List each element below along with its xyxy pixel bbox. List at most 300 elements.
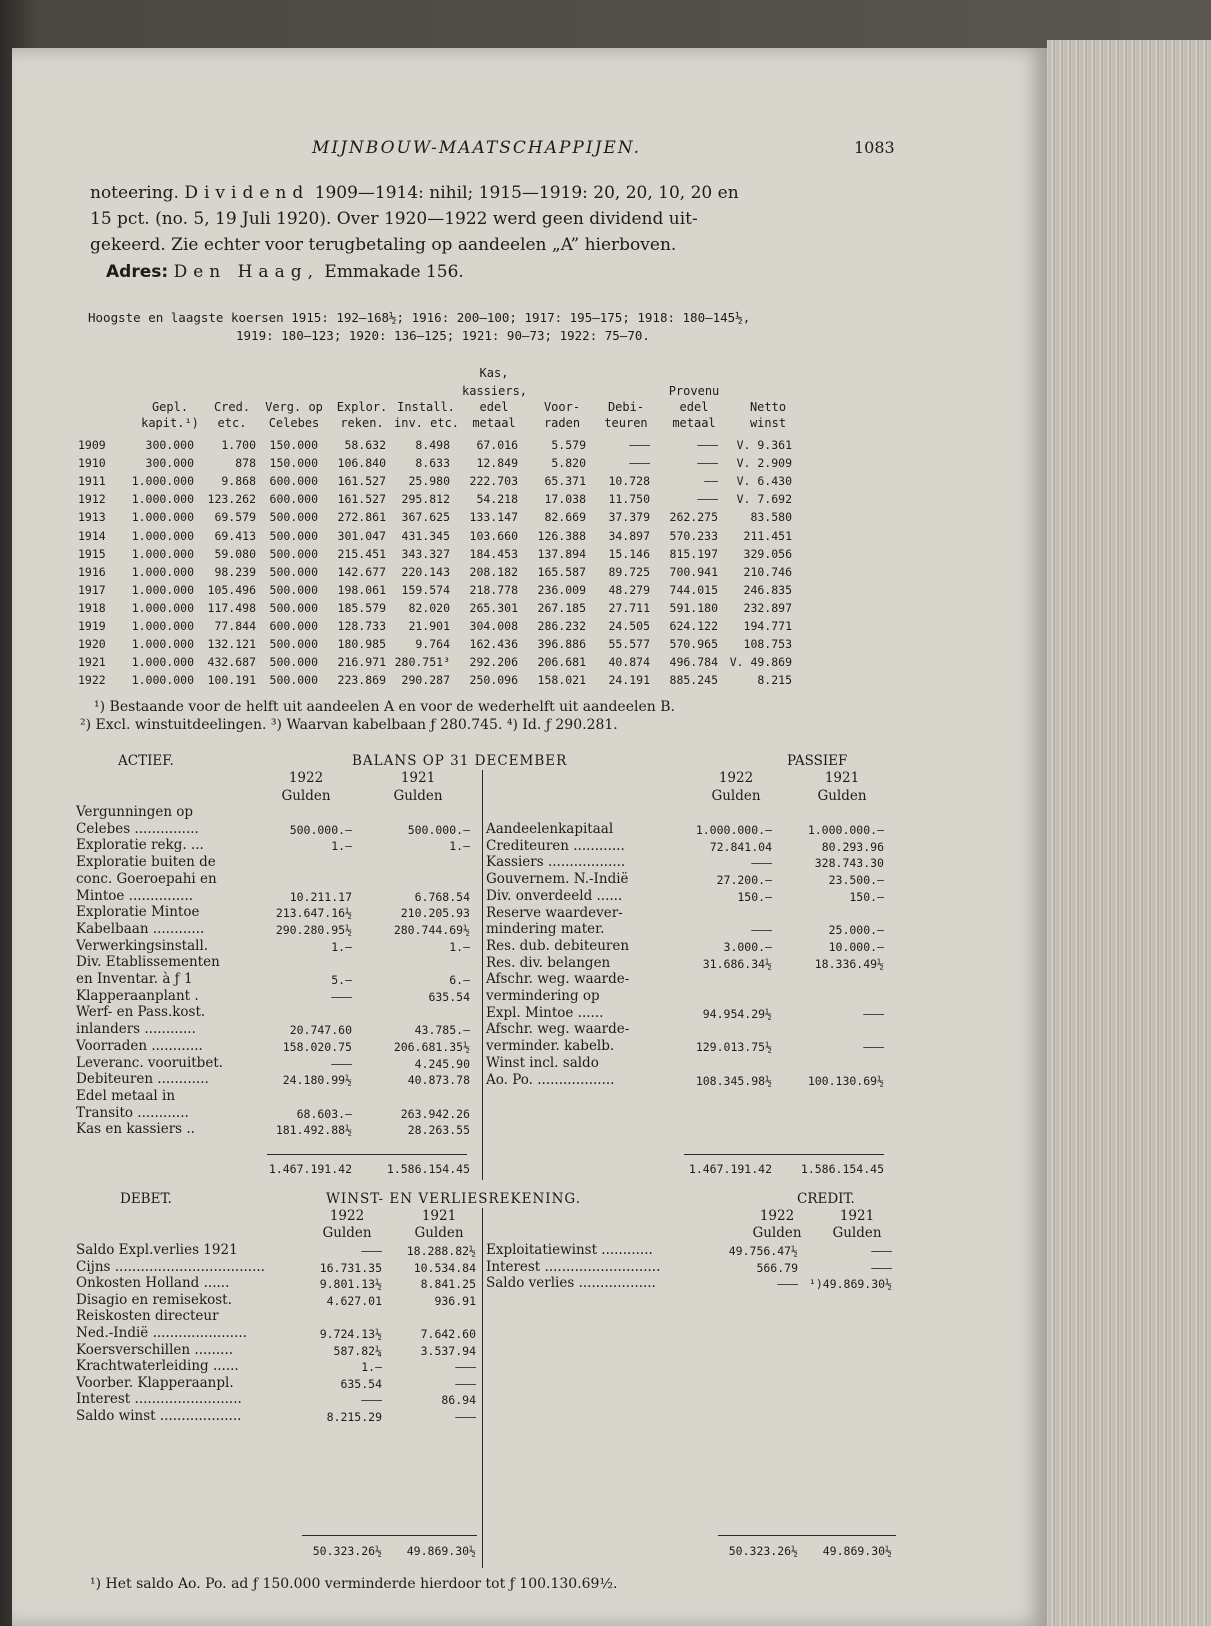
stats-cell: 1.000.000 [131,474,194,489]
balans-actief-label: Exploratie rekg. ... [76,837,204,854]
stats-cell: 236.009 [537,582,586,597]
stats-cell: 1.000.000 [131,564,194,579]
balans-passief-1922: 94.954.29½ [702,1006,772,1021]
wv-debet-1921: ——— [455,1376,476,1391]
stats-year: 1911 [78,474,106,489]
wv-debet-1921: 86.94 [441,1393,476,1408]
stats-header: Cred. [213,400,251,414]
balans-passief-1922: ——— [751,923,772,938]
stats-cell: 1.000.000 [131,619,194,633]
wv-debet-1922: ——— [361,1393,382,1408]
adres-label: Adres: [106,262,169,282]
stats-cell: 208.182 [469,564,518,579]
stats-cell: 25.980 [408,474,450,489]
stats-cell: 8.633 [415,456,450,471]
stats-cell: 24.191 [608,673,650,688]
balans-passief-label: Expl. Mintoe ...... [486,1004,604,1021]
stats-header: raden [543,416,581,430]
balans-actief-label: Kas en kassiers .. [76,1121,195,1138]
stats-cell: 54.218 [476,492,518,507]
balans-actief-1921: 40.873.78 [407,1073,470,1088]
stats-header: Explor. [336,400,388,414]
wv-debet-label: Saldo winst ................... [76,1408,242,1424]
stats-cell: 1.000.000 [131,492,194,507]
stats-year: 1920 [78,637,106,652]
wv-debet-1921: 3.537.94 [420,1343,476,1358]
balans-total-1922: 1.467.191.42 [268,1162,352,1176]
stats-cell: 162.436 [469,637,518,652]
balans-total-1921: 1.586.154.45 [386,1162,470,1176]
stats-cell: 105.496 [207,582,256,597]
stats-cell: 133.147 [469,510,518,525]
balans-actief-1921: 6.768.54 [414,889,470,904]
stats-cell: 885.245 [669,673,718,688]
stats-header: edel [479,400,509,414]
stats-cell: 591.180 [669,600,718,615]
stats-cell: 744.015 [669,582,718,597]
wv-debet-1922: 9.724.13½ [319,1327,382,1341]
stats-cell: 132.121 [207,637,256,652]
stats-cell: 329.056 [743,546,792,561]
balans-actief-1921: 6.— [449,973,470,987]
balans-passief-1922: 31.686.34½ [702,956,772,971]
stats-header: teuren [604,416,648,430]
balans-passief-1922: 108.345.98½ [695,1073,772,1088]
wv-credit-1921: ——— [871,1260,892,1275]
stats-note-1: ¹) Bestaande voor de helft uit aandeelen A en voor de wederhelft uit aandeelen B. [94,699,675,715]
wv-credit-label: Interest ........................... [486,1258,661,1275]
balans-actief-1921: 280.744.69½ [393,922,470,937]
balans-actief-1921: 1.— [449,839,470,854]
balans-passief-1921: 18.336.49½ [814,956,884,971]
stats-cell: 500.000 [269,546,318,561]
balans-actief-label: Celebes ............... [76,820,199,837]
stats-cell: 150.000 [269,438,318,452]
balans-actief-1922: 290.280.95½ [275,922,352,937]
balans-col-year: 1922 [288,770,324,786]
stats-cell: 267.185 [537,600,586,615]
balans-passief-1921: 25.000.— [828,923,884,938]
wv-debet-label: Koersverschillen ......... [76,1341,234,1358]
balans-col-year: 1921 [824,770,860,786]
stats-cell: 5.820 [551,456,586,471]
stats-cell: 286.232 [537,619,586,633]
stats-header: kassiers, [462,384,528,398]
stats-cell: 158.021 [537,673,586,688]
stats-header: metaal [672,416,716,430]
stats-year: 1915 [78,546,106,561]
stats-cell: 367.625 [401,510,450,525]
stats-cell: 600.000 [269,492,318,507]
stats-note-2: ²) Excl. winstuitdeelingen. ³) Waarvan kabelbaan ƒ 280.745. ⁴) Id. ƒ 290.281. [80,717,618,733]
stats-cell: 8.215 [757,673,792,688]
balans-passief-1921: 100.130.69½ [807,1073,884,1088]
balans-actief-1922: 213.647.16½ [275,906,352,921]
balans-actief-label: Debiteuren ............ [76,1071,209,1088]
stats-cell: 1.000.000 [131,582,194,597]
stats-cell: 272.861 [337,510,386,525]
balans-passief-label: verminder. kabelb. [486,1038,615,1055]
balans-passief-label: mindering mater. [486,921,605,938]
stats-cell: 500.000 [269,673,318,688]
stats-cell: 265.301 [469,600,518,615]
stats-cell: 211.451 [743,528,792,543]
stats-cell: 250.096 [469,673,518,688]
stats-cell: 1.000.000 [131,637,194,652]
balans-passief-1921: 1.000.000.— [807,823,884,837]
stats-cell: 292.206 [469,655,518,670]
balans-passief-label: Reserve waardever- [486,904,623,921]
stats-header: Debi- [607,400,645,414]
stats-cell: 280.751³ [394,655,450,670]
balans-actief-label: Div. Etablissementen [76,954,220,971]
wv-debet-label: Disagio en remisekost. [76,1291,232,1308]
stats-cell: 24.505 [608,619,650,633]
stats-cell: 34.897 [608,528,650,543]
stats-cell: ——— [629,456,650,471]
wv-debet-1921: 936.91 [434,1293,476,1308]
balans-actief-label: Vergunningen op [76,804,194,820]
stats-cell: 198.061 [337,582,386,597]
stats-cell: 21.901 [408,619,450,633]
stats-cell: 184.453 [469,546,518,561]
balans-actief-label: Mintoe ............... [76,887,194,904]
stats-header: Install. [397,400,455,414]
stats-cell: 69.413 [214,528,256,543]
balans-actief-label: Klapperaanplant . [76,987,199,1004]
stats-cell: 1.000.000 [131,600,194,615]
stats-cell: 500.000 [269,564,318,579]
stats-cell: 150.000 [269,456,318,471]
stats-cell: V. 2.909 [736,456,792,471]
stats-cell: 700.941 [669,564,718,579]
balans-actief-label: Transito ............ [76,1104,189,1121]
stats-cell: ——— [697,492,718,507]
balans-passief-1921: ——— [863,1040,884,1055]
balans-actief-label: conc. Goeroepahi en [76,870,217,887]
stats-cell: 123.262 [207,492,256,507]
stats-cell: 496.784 [669,655,718,670]
balans-passief-1922: 3.000.— [723,939,772,954]
wv-col-year: 1921 [839,1208,875,1224]
stats-cell: 301.047 [337,528,386,543]
stats-year: 1909 [78,438,106,452]
rule [302,1535,477,1536]
balans-actief-1921: 206.681.35½ [393,1039,470,1054]
wv-credit-1921: ¹)49.869.30½ [808,1277,892,1292]
wv-credit-1922: ——— [777,1277,798,1292]
balans-passief-1921: ——— [863,1006,884,1021]
stats-cell: 206.681 [537,655,586,670]
koersen-line-1: Hoogste en laagste koersen 1915: 192—168½; 1916: 200—100; 1917: 195—175; 1918: 180—145½, [88,310,751,325]
stats-cell: 108.753 [743,637,792,652]
wv-debet-label: Voorber. Klapperaanpl. [76,1374,234,1391]
rule [684,1154,884,1155]
balans-col-unit: Gulden [281,788,331,804]
stats-header: Provenu [668,384,720,398]
page-number: 1083 [854,138,895,157]
stats-cell: V. 9.361 [736,438,792,452]
wv-footnote: ¹) Het saldo Ao. Po. ad ƒ 150.000 verminderde hierdoor tot ƒ 100.130.69½. [90,1576,618,1592]
stats-cell: 1.000.000 [131,528,194,543]
stats-cell: 55.577 [608,637,650,652]
balans-passief-label: Res. dub. debiteuren [486,937,630,954]
balans-passief-1922: 1.000.000.— [695,823,772,837]
stats-cell: 210.746 [743,564,792,579]
stats-cell: 67.016 [476,438,518,452]
wv-debet-label: Interest ......................... [76,1391,242,1408]
stats-cell: 9.868 [221,474,256,489]
wv-total-1922: 50.323.26½ [728,1544,798,1558]
intro-adres: Adres: Den Haag, Emmakade 156. [106,262,464,282]
stats-cell: 142.677 [337,564,386,579]
stats-cell: 40.874 [608,655,650,670]
wv-debet-1922: 635.54 [340,1376,382,1391]
stats-cell: V. 7.692 [736,492,792,507]
stats-cell: 89.725 [608,564,650,579]
intro-line-3: gekeerd. Zie echter voor terugbetaling op aandeelen „A” hierboven. [90,235,677,255]
balans-passief-label: Gouvernem. N.-Indië [486,871,629,888]
wv-col-year: 1922 [329,1208,365,1224]
stats-cell: 159.574 [401,582,450,597]
stats-cell: 570.965 [669,637,718,652]
stats-header: etc. [217,416,247,430]
stats-cell: 69.579 [214,510,256,525]
stats-cell: 82.020 [408,600,450,615]
stats-cell: 570.233 [669,528,718,543]
stats-cell: V. 49.869 [729,655,792,670]
stats-cell: 431.345 [401,528,450,543]
stats-cell: 161.527 [337,492,386,507]
stats-cell: 103.660 [469,528,518,543]
stats-cell: 223.869 [337,673,386,688]
balans-actief-1922: 158.020.75 [282,1039,352,1054]
wv-total-1922: 50.323.26½ [312,1544,382,1558]
stats-cell: 815.197 [669,546,718,561]
balans-col-unit: Gulden [817,788,867,804]
balans-passief-label: vermindering op [486,988,600,1004]
page-header-title: MIJNBOUW-MAATSCHAPPIJEN. [312,138,641,158]
wv-debet-1921: 18.288.82½ [406,1244,476,1258]
balans-passief-1921: 328.743.30 [814,856,884,871]
stats-cell: 15.146 [608,546,650,561]
stats-year: 1910 [78,456,106,471]
stats-cell: 59.080 [214,546,256,561]
rule [718,1535,896,1536]
stats-cell: 600.000 [269,619,318,633]
balans-col-unit: Gulden [393,788,443,804]
wv-debet-1922: 1.— [361,1360,382,1375]
balans-passief-1922: 72.841.04 [709,839,772,854]
stats-year: 1922 [78,673,106,688]
wv-debet-1922: 8.215.29 [326,1410,382,1424]
stats-header: winst [749,416,787,430]
balans-actief-label: Leveranc. vooruitbet. [76,1054,224,1071]
page-edges [1047,40,1211,1626]
balans-passief-1921: 10.000.— [828,939,884,954]
wv-debet-label: Reiskosten directeur [76,1308,219,1325]
stats-header: Celebes [268,416,320,430]
balans-passief-1921: 23.500.— [828,873,884,888]
stats-year: 1914 [78,528,106,543]
stats-cell: 8.498 [415,438,450,452]
stats-cell: 100.191 [207,673,256,688]
stats-cell: 180.985 [337,637,386,652]
stats-header: Kas, [479,366,509,380]
stats-cell: 17.038 [544,492,586,507]
rule [267,1154,467,1155]
wv-debet-title: DEBET. [120,1191,172,1207]
stats-header: inv. etc. [394,416,460,430]
wv-debet-label: Krachtwaterleiding ...... [76,1358,239,1375]
stats-cell: 432.687 [207,655,256,670]
balans-actief-1922: 1.— [331,839,352,854]
stats-cell: ——— [629,438,650,452]
balans-actief-1921: 210.205.93 [400,906,470,921]
stats-cell: 300.000 [145,438,194,452]
stats-year: 1918 [78,600,106,615]
wv-col-year: 1921 [421,1208,457,1224]
balans-actief-1922: ——— [331,989,352,1004]
wv-debet-1921: 8.841.25 [420,1277,476,1292]
balans-col-unit: Gulden [711,788,761,804]
stats-cell: 12.849 [476,456,518,471]
stats-cell: ——— [697,438,718,452]
stats-cell: —— [704,474,718,489]
stats-cell: 106.840 [337,456,386,471]
stats-cell: 262.275 [669,510,718,525]
stats-cell: 500.000 [269,582,318,597]
balans-actief-label: Werf- en Pass.kost. [76,1004,206,1021]
stats-cell: 500.000 [269,528,318,543]
stats-cell: 1.000.000 [131,655,194,670]
balans-actief-1921: 4.245.90 [414,1056,470,1071]
stats-cell: 300.000 [145,456,194,471]
koersen-line-2: 1919: 180—123; 1920: 136—125; 1921: 90—73; 1922: 75—70. [236,328,650,343]
wv-debet-label: Saldo Expl.verlies 1921 [76,1242,238,1258]
wv-debet-label: Onkosten Holland ...... [76,1275,230,1292]
stats-cell: 194.771 [743,619,792,633]
stats-cell: 222.703 [469,474,518,489]
stats-cell: 82.669 [544,510,586,525]
stats-year: 1921 [78,655,106,670]
stats-header: kapit.¹) [141,416,199,430]
stats-cell: 343.327 [401,546,450,561]
wv-total-1921: 49.869.30½ [822,1544,892,1558]
balans-actief-label: en Inventar. à ƒ 1 [76,971,193,987]
stats-cell: 216.971 [337,655,386,670]
stats-cell: V. 6.430 [736,474,792,489]
stats-cell: 27.711 [608,600,650,615]
stats-cell: 500.000 [269,600,318,615]
stats-cell: 500.000 [269,655,318,670]
stats-header: metaal [472,416,516,430]
balans-passief-1921: 80.293.96 [821,839,884,854]
balans-passief-label: Ao. Po. .................. [486,1071,615,1088]
wv-debet-1922: 16.731.35 [319,1260,382,1275]
stats-cell: 137.894 [537,546,586,561]
stats-cell: 58.632 [344,438,386,452]
stats-cell: 98.239 [214,564,256,579]
wv-col-unit: Gulden [322,1225,372,1241]
stats-cell: 878 [235,456,256,471]
stats-cell: 10.728 [608,474,650,489]
intro-line-1: noteering. Dividend 1909—1914: nihil; 1915—1919: 20, 20, 10, 20 en [90,183,739,203]
balans-actief-1922: 10.211.17 [289,889,352,904]
stats-year: 1917 [78,582,106,597]
wv-credit-1922: 566.79 [756,1260,798,1275]
balans-passief-label: Afschr. weg. waarde- [486,971,630,988]
stats-cell: 232.897 [743,600,792,615]
stats-cell: 215.451 [337,546,386,561]
stats-cell: 624.122 [669,619,718,633]
balans-actief-label: inlanders ............ [76,1021,196,1038]
stats-cell: 65.371 [544,474,586,489]
stats-cell: 1.000.000 [131,546,194,561]
balans-actief-label: Voorraden ............ [76,1037,203,1054]
stats-cell: 304.008 [469,619,518,633]
wv-debet-1922: 4.627.01 [326,1293,382,1308]
stats-cell: 161.527 [337,474,386,489]
stats-cell: 290.287 [401,673,450,688]
balans-passief-label: Kassiers .................. [486,854,626,871]
balans-passief-title: PASSIEF [787,753,848,769]
stats-cell: 37.379 [608,510,650,525]
stats-year: 1913 [78,510,106,525]
stats-cell: 220.143 [401,564,450,579]
balans-passief-label: Aandeelenkapitaal [486,821,614,837]
balans-passief-label: Afschr. weg. waarde- [486,1021,630,1038]
balans-actief-label: Edel metaal in [76,1087,176,1104]
balans-total-1921: 1.586.154.45 [800,1162,884,1176]
stats-cell: ——— [697,456,718,471]
balans-actief-label: Kabelbaan ............ [76,920,205,937]
stats-year: 1912 [78,492,106,507]
stats-cell: 83.580 [750,510,792,525]
wv-debet-1921: ——— [455,1410,476,1424]
wv-debet-1921: 10.534.84 [413,1260,476,1275]
stats-header: Verg. op [265,400,323,414]
stats-header: edel [679,400,709,414]
stats-cell: 185.579 [337,600,386,615]
balans-actief-label: Verwerkingsinstall. [76,937,209,954]
balans-total-1922: 1.467.191.42 [688,1162,772,1176]
wv-credit-title: CREDIT. [797,1191,855,1207]
balans-passief-label: Crediteuren ............ [486,837,625,854]
balans-actief-1922: 5.— [331,973,352,987]
balans-passief-1922: 27.200.— [716,873,772,888]
balans-actief-1922: 24.180.99½ [282,1073,352,1088]
balans-passief-label: Div. onverdeeld ...... [486,887,623,904]
balans-actief-1922: 181.492.88½ [275,1123,352,1138]
wv-debet-1922: 9.801.13½ [319,1277,382,1292]
stats-cell: 77.844 [214,619,256,633]
stats-cell: 246.835 [743,582,792,597]
balans-actief-label: Exploratie buiten de [76,854,216,871]
balans-actief-1922: 20.747.60 [289,1023,352,1038]
wv-col-unit: Gulden [752,1225,802,1241]
balans-actief-1922: ——— [331,1056,352,1071]
wv-total-1921: 49.869.30½ [406,1544,476,1558]
stats-cell: 165.587 [537,564,586,579]
balans-col-year: 1921 [400,770,436,786]
balans-actief-1921: 635.54 [428,989,470,1004]
wv-col-unit: Gulden [414,1225,464,1241]
stats-header: Gepl. [151,400,189,414]
stats-cell: 396.886 [537,637,586,652]
stats-header: Voor- [543,400,581,414]
stats-cell: 48.279 [608,582,650,597]
